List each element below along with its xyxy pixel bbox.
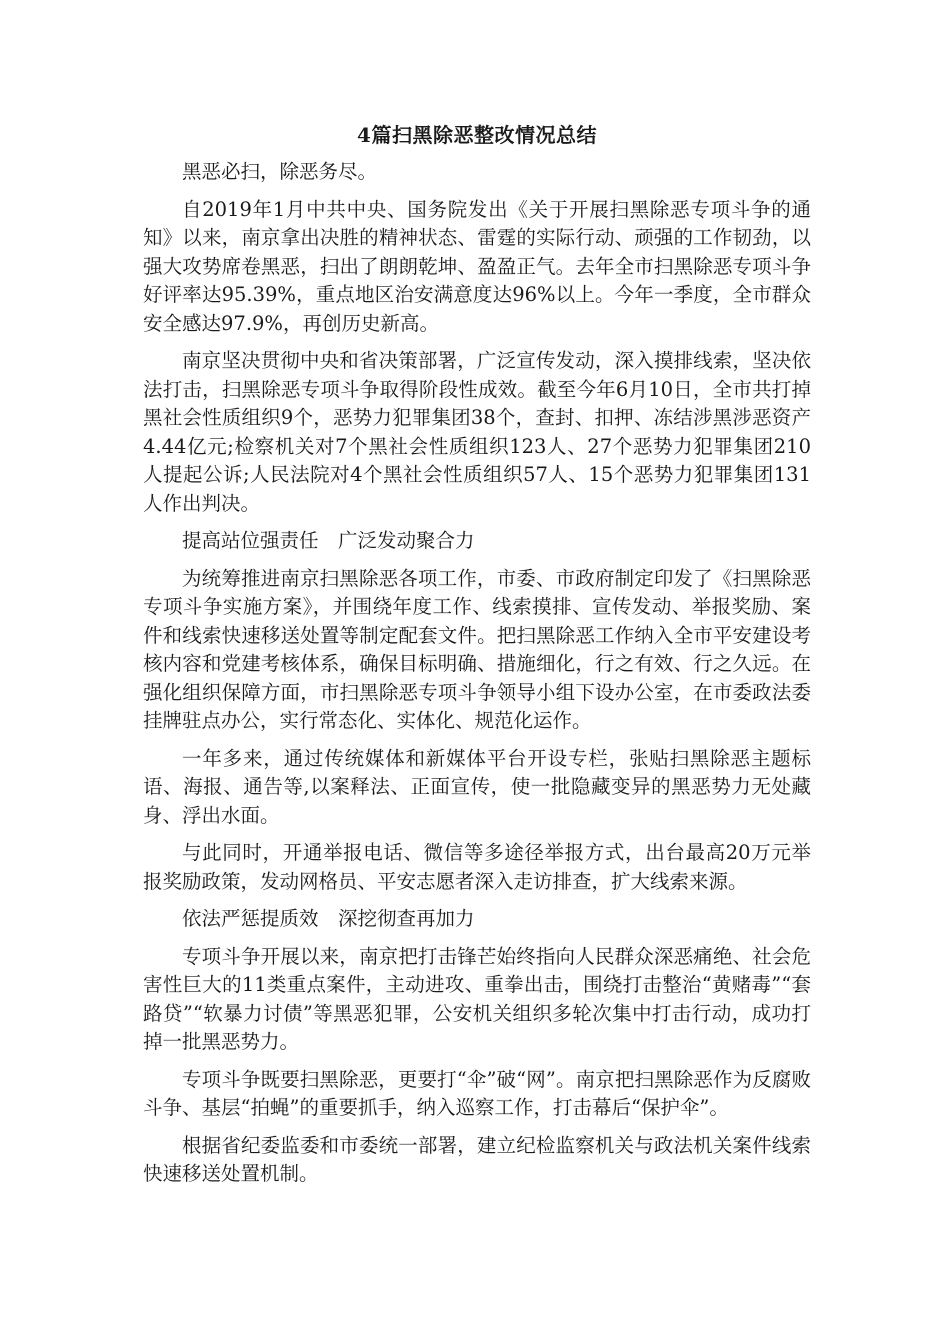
section-heading-punishment: 依法严惩提质效 深挖彻查再加力	[182, 907, 475, 930]
paragraph-mechanism: 根据省纪委监委和市委统一部署，建立纪检监察机关与政法机关案件线索快速移送处置机制。	[143, 1133, 811, 1185]
paragraph-plan: 为统筹推进南京扫黑除恶各项工作，市委、市政府制定印发了《扫黑除恶专项斗争实施方案》，并围绕年度工作、线索摸排、宣传发动、举报奖励、案件和线索快速移送处置等制定配套文件。把扫黑除恶工作纳入全市平安建设考核内容和党建考核体系，确保目标明确、措施细化，行之有效、行之久远。在强化组织保障方面，市扫黑除恶专项斗争领导小组下设办公室，在市委政法委挂牌驻点办公，实行常态化、实体化、规范化运作。	[143, 566, 811, 732]
paragraph-media: 一年多来，通过传统媒体和新媒体平台开设专栏，张贴扫黑除恶主题标语、海报、通告等,以案释法、正面宣传，使一批隐藏变异的黑恶势力无处藏身、浮出水面。	[143, 746, 811, 827]
paragraph-reporting: 与此同时，开通举报电话、微信等多途径举报方式，出台最高20万元举报奖励政策，发动网格员、平安志愿者深入走访排查，扩大线索来源。	[143, 841, 811, 893]
document-title: 4篇扫黑除恶整改情况总结	[357, 123, 597, 147]
paragraph-results: 南京坚决贯彻中央和省决策部署，广泛宣传发动，深入摸排线索，坚决依法打击，扫黑除恶专项斗争取得阶段性成效。截至今年6月10日，全市共打掉黑社会性质组织9个，恶势力犯罪集团38个，查封、扣押、冻结涉黑涉恶资产4.44亿元;检察机关对7个黑社会性质组织123人、27个恶势力犯罪集团210人提起公诉;人民法院对4个黑社会性质组织57人、15个恶势力犯罪集团131人作出判决。	[143, 349, 811, 515]
paragraph-background: 自2019年1月中共中央、国务院发出《关于开展扫黑除恶专项斗争的通知》以来，南京拿出决胜的精神状态、雷霆的实际行动、顽强的工作韧劲，以强大攻势席卷黑恶，扫出了朗朗乾坤、盈盈正气。去年全市扫黑除恶专项斗争好评率达95.39%，重点地区治安满意度达96%以上。今年一季度，全市群众安全感达97.9%，再创历史新高。	[143, 197, 811, 335]
document-body	[143, 120, 811, 1198]
paragraph-umbrella: 专项斗争既要扫黑除恶，更要打“伞”破“网”。南京把扫黑除恶作为反腐败斗争、基层“拍蝇”的重要抓手，纳入巡察工作，打击幕后“保护伞”。	[143, 1067, 811, 1119]
paragraph-crackdown: 专项斗争开展以来，南京把打击锋芒始终指向人民群众深恶痛绝、社会危害性巨大的11类重点案件，主动进攻、重拳出击，围绕打击整治“黄赌毒”“套路贷”“软暴力讨债”等黑恶犯罪，公安机关组织多轮次集中打击行动，成功打掉一批黑恶势力。	[143, 944, 811, 1053]
section-heading-responsibility: 提高站位强责任 广泛发动聚合力	[182, 529, 475, 552]
paragraph-intro: 黑恶必扫，除恶务尽。	[182, 160, 378, 183]
